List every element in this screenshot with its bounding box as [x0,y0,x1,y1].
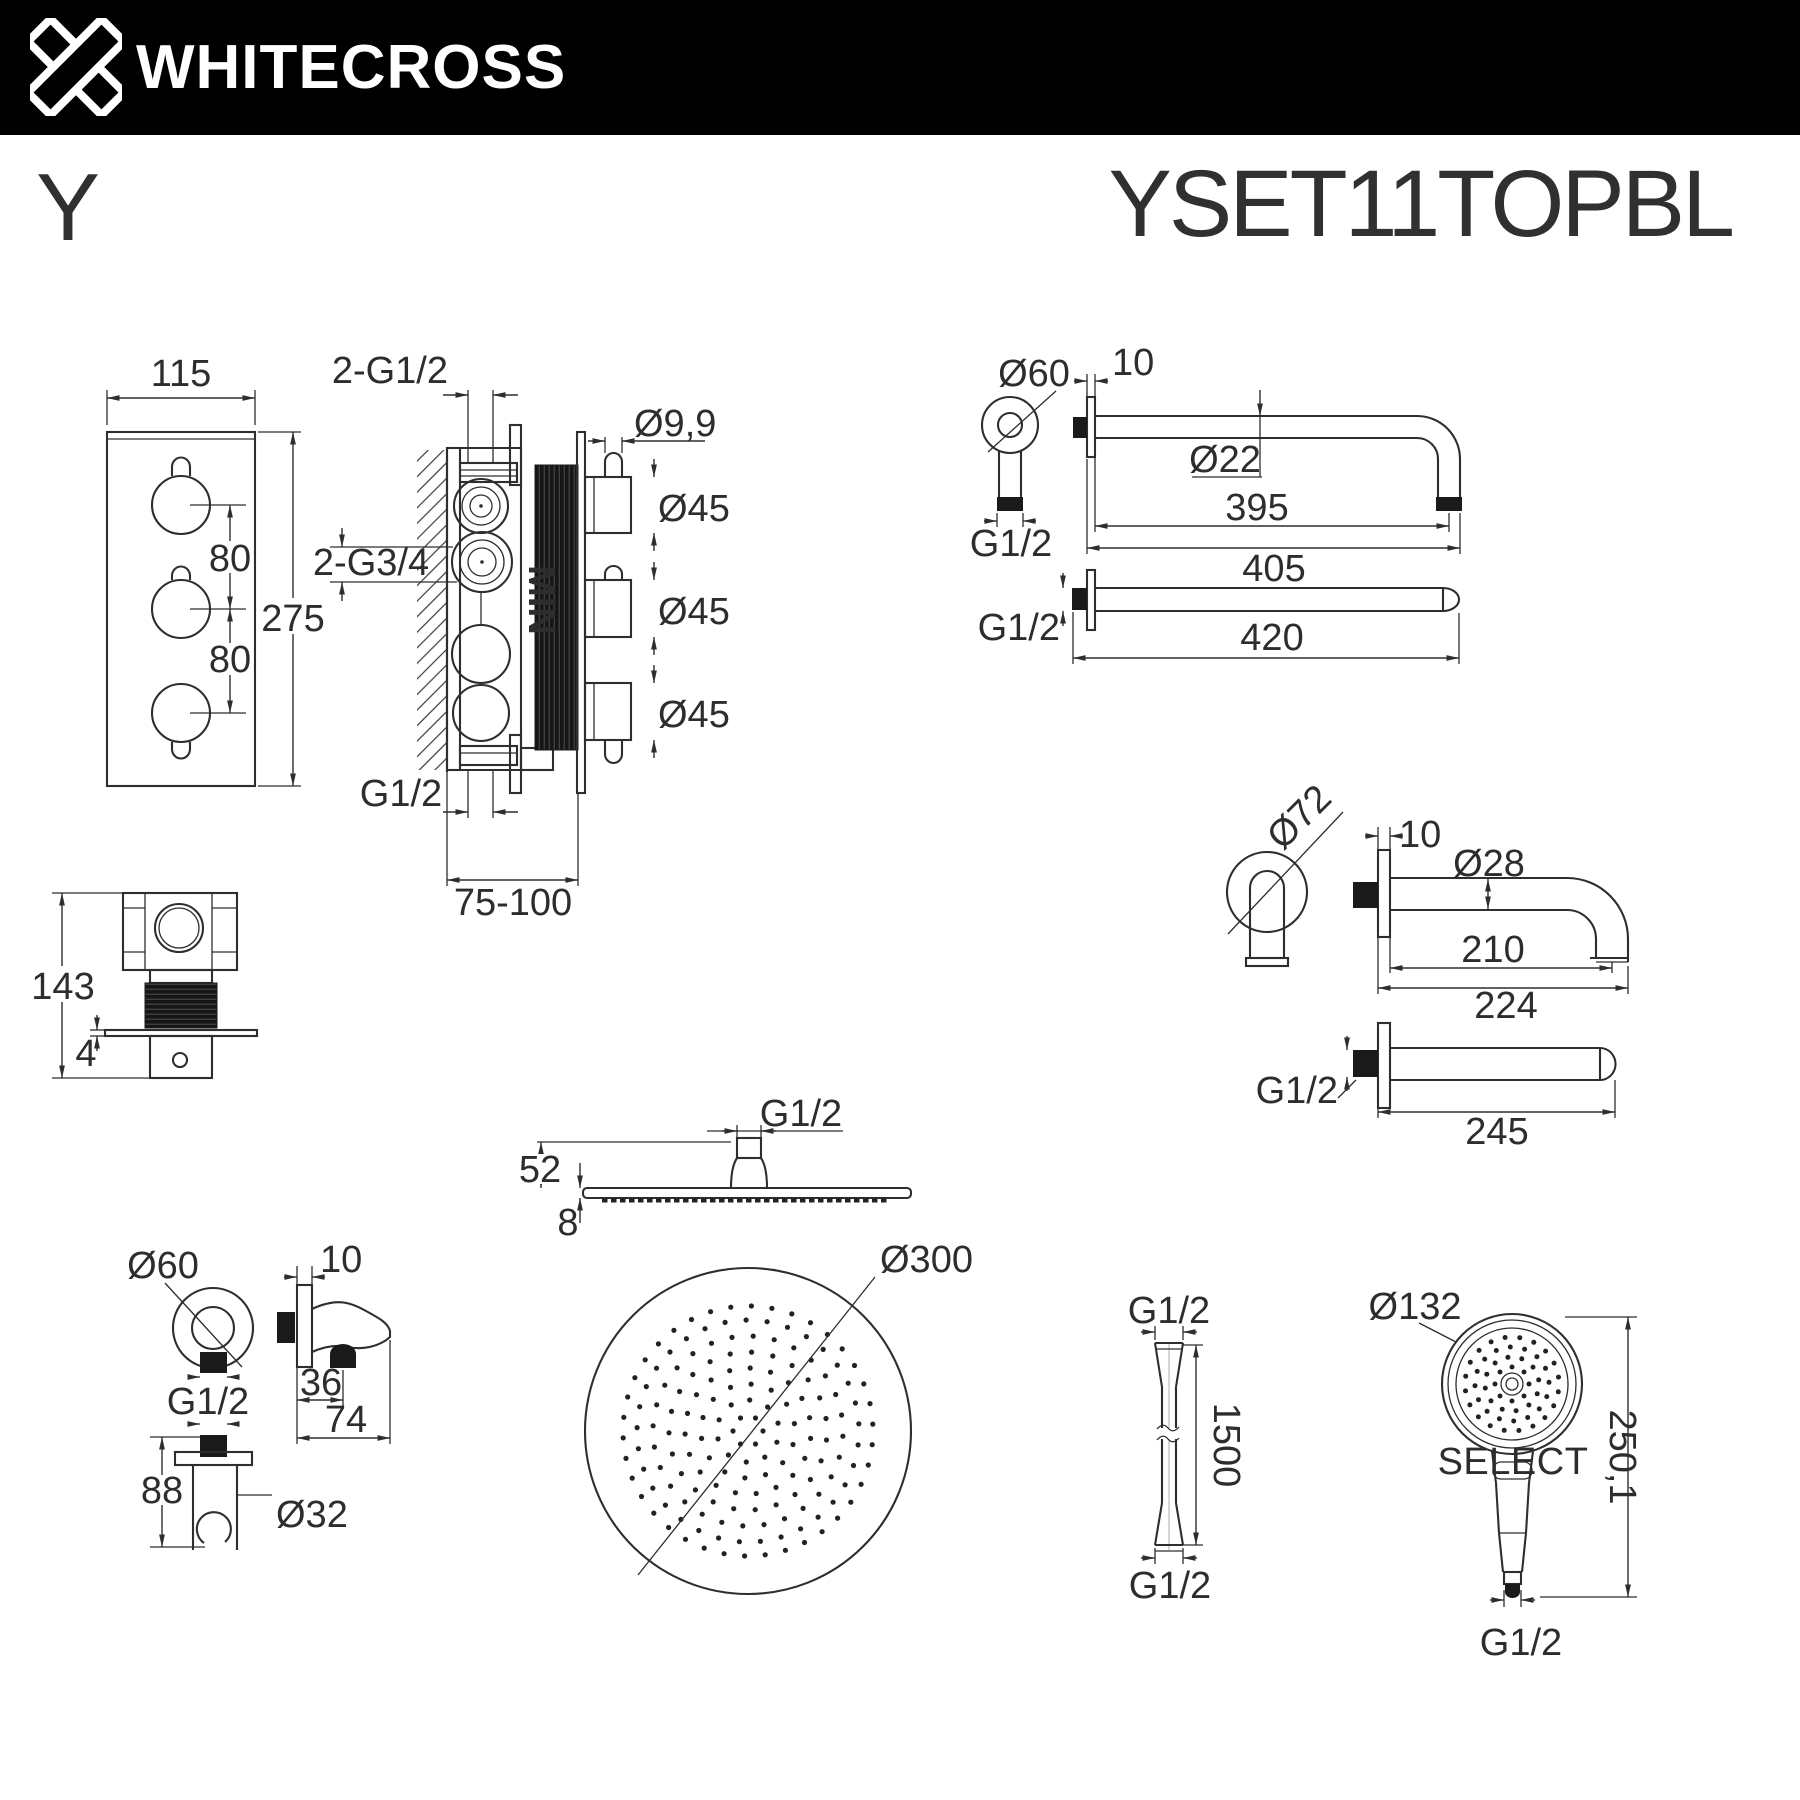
dim-hand-length: 250,1 [1601,1409,1643,1505]
dim-depth: 75-100 [453,882,573,924]
dim-arm-flange-thk: 10 [1112,342,1155,384]
dim-hose-thread-bottom: G1/2 [1128,1565,1212,1607]
hand-shower-nozzle-dots [1463,1335,1561,1433]
thermostat-side-section [313,350,730,924]
dim-spout-thread: G1/2 [1255,1070,1338,1112]
inwall-body-view [31,893,257,1078]
dim-hand-dia: Ø132 [1368,1286,1462,1328]
model-code: YSET11TOPBL [1108,151,1732,257]
dim-outlet-tube-dia: Ø32 [276,1494,348,1536]
dim-arm-thread-front: G1/2 [969,523,1053,565]
dim-spout-len3: 245 [1465,1111,1529,1153]
dim-outlet-off1: 36 [299,1362,343,1404]
dim-hose-length: 1500 [1205,1402,1247,1488]
dim-hose-thread-top: G1/2 [1127,1290,1211,1332]
dim-spout-flange-dia: Ø72 [1259,777,1340,858]
dim-head-dia: Ø300 [880,1239,973,1281]
dim-spout-len2: 224 [1474,985,1538,1027]
dim-disc-thk: 8 [557,1202,579,1244]
dim-head-thread: G1/2 [759,1093,843,1135]
rain-head-top-view [585,1239,973,1594]
dim-knob2: Ø45 [658,591,730,633]
dim-width: 115 [150,353,212,395]
dim-ports-top: 2-G1/2 [331,350,448,392]
thermostat-front-view [107,353,325,786]
nozzle-strip [602,1199,887,1203]
spout-views [1227,777,1628,1153]
dim-ports-mid: 2-G3/4 [312,542,430,584]
dim-head-height: 52 [518,1149,562,1191]
dim-height: 275 [261,598,325,640]
dim-outlet-flange-dia: Ø60 [127,1245,199,1287]
min-mark: MIN [520,565,562,635]
dim-arm-len2: 405 [1242,548,1306,590]
dim-port-bottom: G1/2 [359,773,443,815]
dim-pin-dia: Ø9,9 [634,403,717,445]
dim-knob3: Ø45 [658,694,730,736]
rain-head-side-view [518,1093,911,1244]
dim-arm-tube-dia: Ø22 [1189,439,1261,481]
brand-name: WHITECROSS [136,33,567,102]
dim-knob1: Ø45 [658,488,730,530]
shower-arm-views [970,342,1462,664]
dim-outlet-off2: 74 [324,1399,368,1441]
dim-arm-thread2: G1/2 [977,607,1060,649]
dim-outlet-flange-thk: 10 [320,1239,363,1281]
hand-shower-view [1369,1286,1643,1664]
dim-spout-tube-dia: Ø28 [1453,843,1525,885]
dim-arm-flange-dia: Ø60 [998,353,1070,395]
dim-hand-thread: G1/2 [1479,1622,1563,1664]
hose-view [1128,1290,1247,1607]
dim-plate-thk: 4 [75,1033,97,1075]
dim-arm-len1: 395 [1225,487,1289,529]
dim-arm-len3: 420 [1240,617,1304,659]
dim-outlet-thread: G1/2 [166,1381,250,1423]
wall-outlet-views [127,1239,390,1550]
select-button-label: SELECT [1437,1441,1589,1483]
dim-pitch1: 80 [208,538,252,580]
nozzle-dots [621,1303,876,1558]
dim-outlet-height: 88 [140,1470,184,1512]
dim-spout-flange-thk: 10 [1399,814,1442,856]
dim-spout-len1: 210 [1461,929,1525,971]
dim-body-height: 143 [31,966,95,1008]
series-letter: Y [36,154,101,261]
dim-pitch2: 80 [208,639,252,681]
